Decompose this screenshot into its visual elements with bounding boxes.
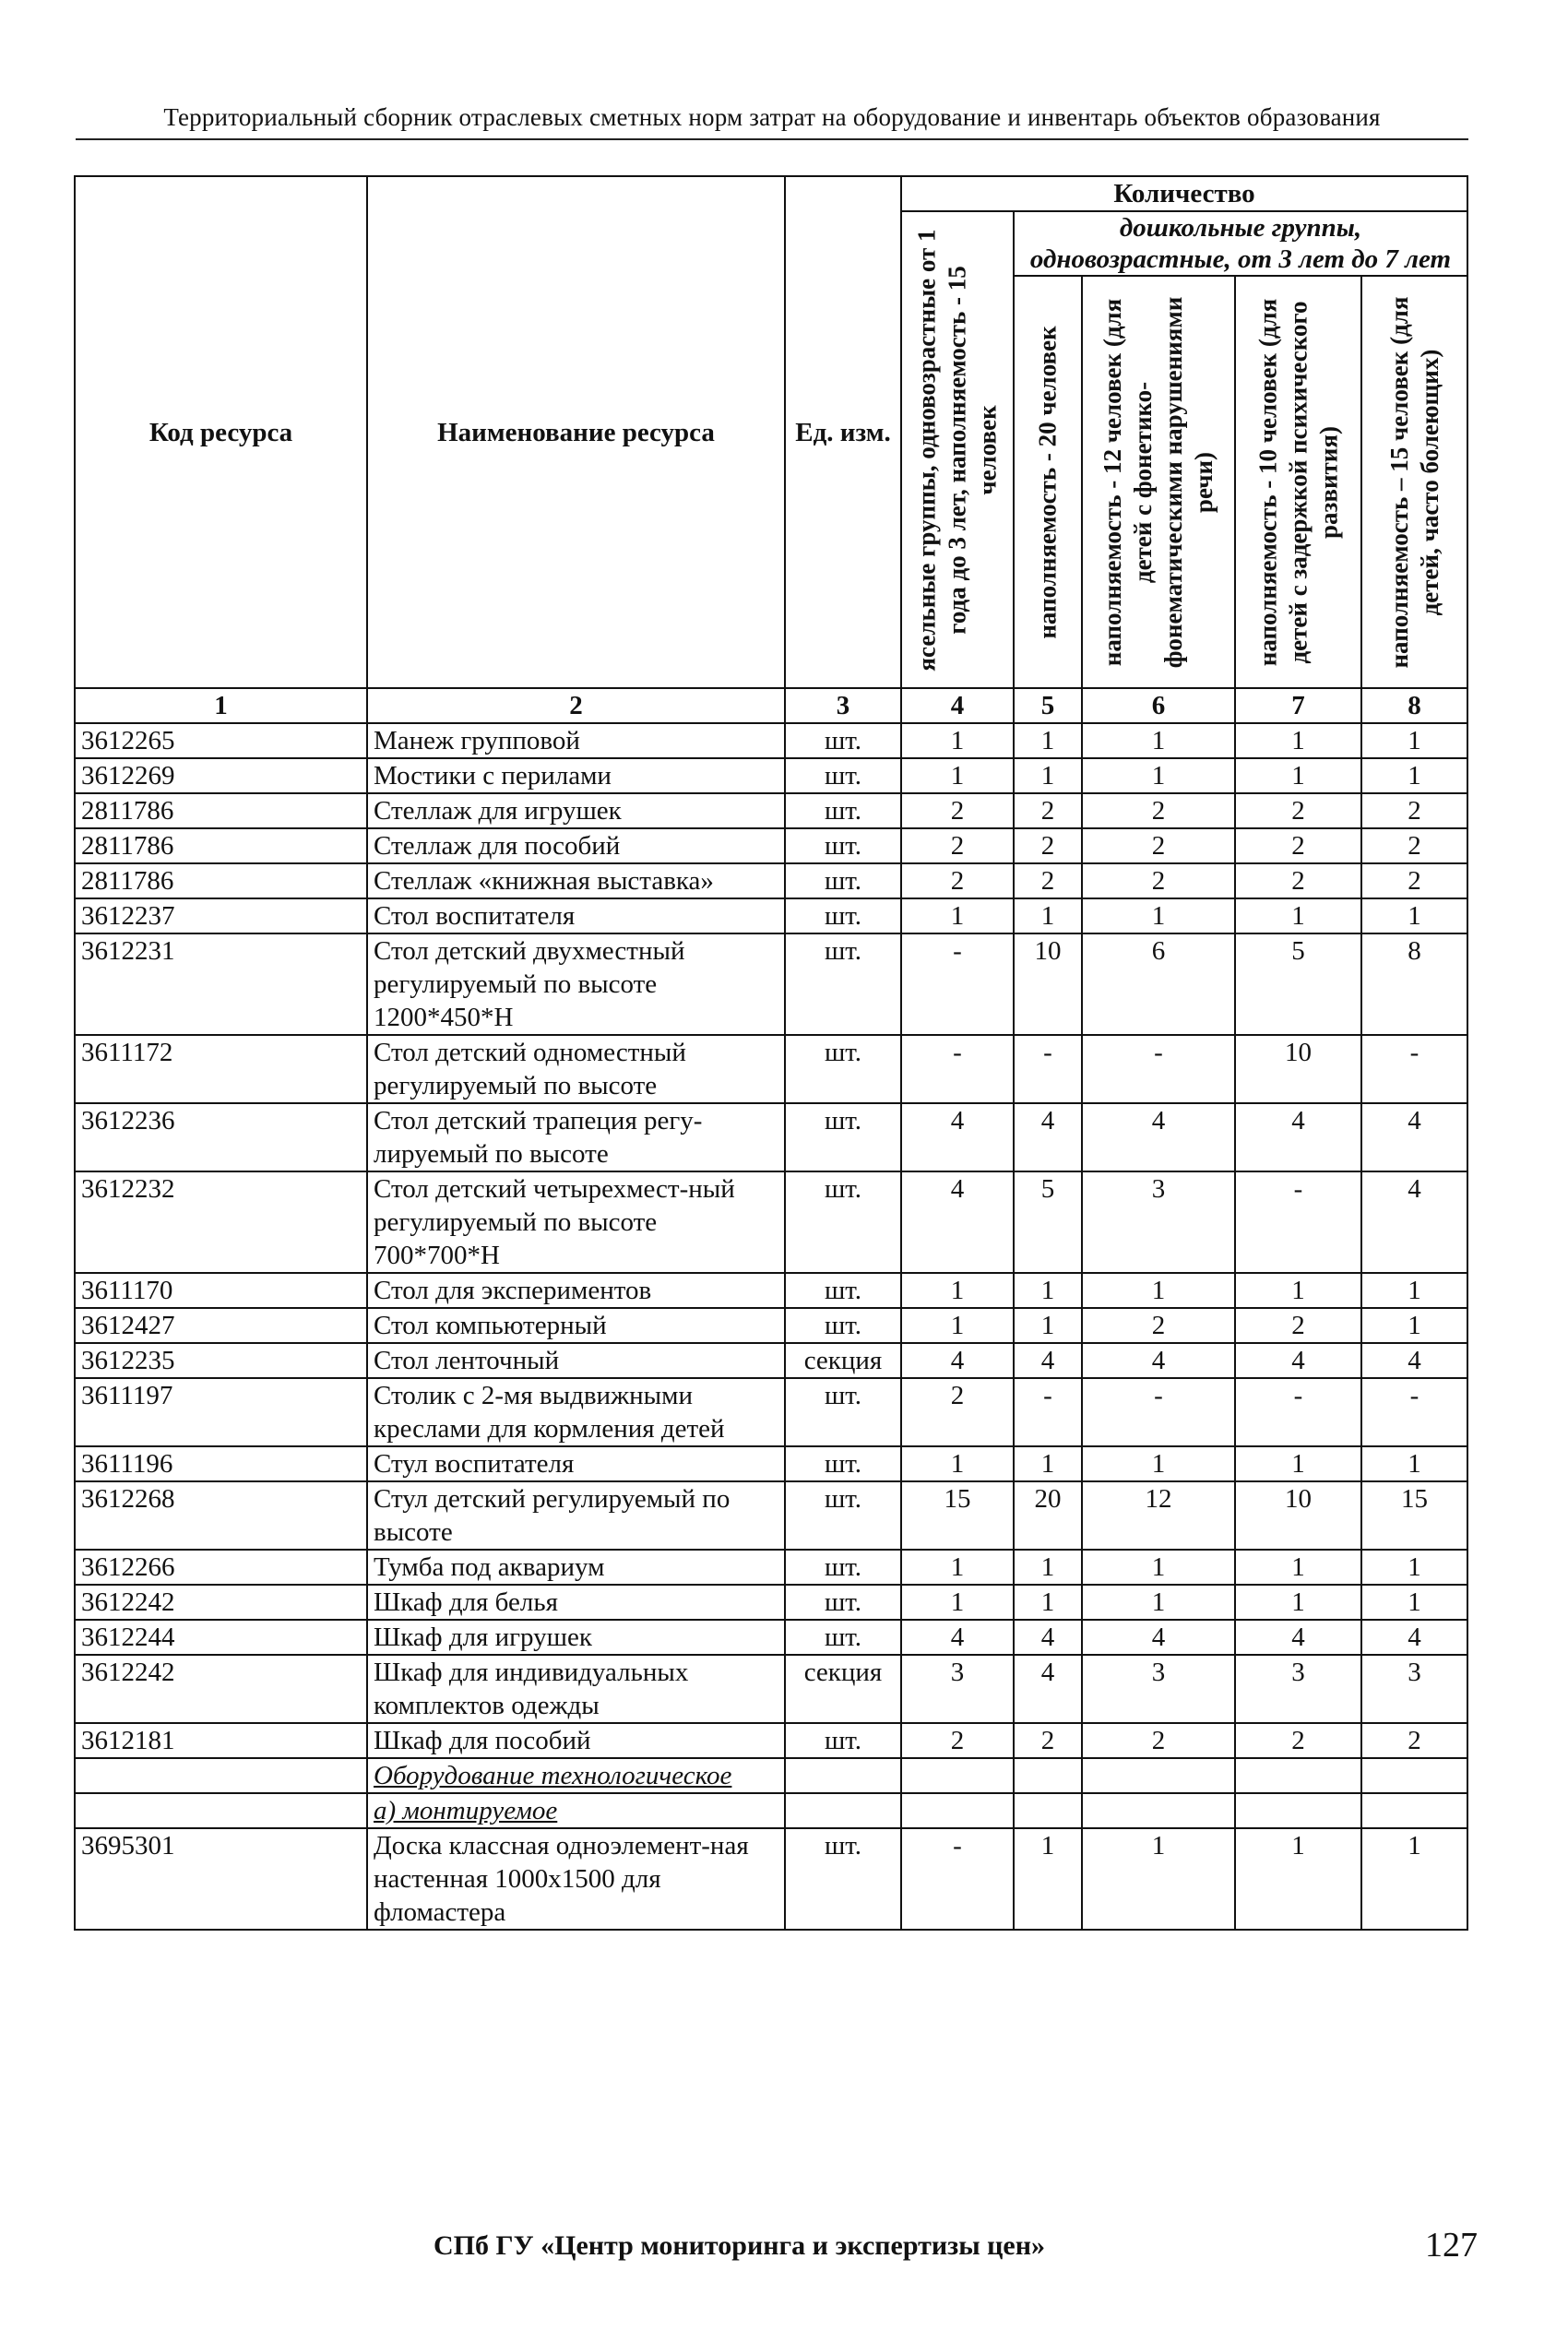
- quantity-value: -: [1361, 1378, 1467, 1446]
- resource-unit: шт.: [785, 1171, 901, 1273]
- section-title: Оборудование технологическое: [367, 1758, 785, 1793]
- resource-name: Шкаф для пособий: [367, 1723, 785, 1758]
- header-col4-text: ясельные группы, одновозрастные от 1 года до 3 лет, наполняемость - 15 человек: [912, 228, 1002, 672]
- quantity-value: 10: [1014, 933, 1082, 1035]
- resource-unit: шт.: [785, 933, 901, 1035]
- table-row: [75, 1171, 1467, 1273]
- resource-code: 2811786: [75, 863, 367, 898]
- table-row: [75, 793, 1467, 828]
- quantity-value: 1: [1361, 723, 1467, 758]
- resource-code: 3612231: [75, 933, 367, 1035]
- quantity-value: 1: [901, 898, 1014, 933]
- resource-code: 3612242: [75, 1585, 367, 1620]
- resource-unit: шт.: [785, 1035, 901, 1103]
- header-code: Код ресурса: [75, 176, 367, 688]
- quantity-value: 1: [1235, 1273, 1361, 1308]
- empty-cell: [1361, 1793, 1467, 1828]
- header-col7-text: наполняемость - 10 человек (для детей с задержкой психического развития): [1253, 298, 1342, 666]
- empty-cell: [1361, 1758, 1467, 1793]
- quantity-value: 2: [1235, 863, 1361, 898]
- empty-cell: [1082, 1758, 1235, 1793]
- quantity-value: 2: [901, 863, 1014, 898]
- empty-cell: [1014, 1758, 1082, 1793]
- quantity-value: 4: [1014, 1103, 1082, 1171]
- column-number: 2: [367, 688, 785, 723]
- quantity-value: 2: [1235, 1723, 1361, 1758]
- quantity-value: 2: [901, 1378, 1014, 1446]
- quantity-value: 1: [1082, 1273, 1235, 1308]
- quantity-value: 4: [1235, 1620, 1361, 1655]
- quantity-value: 2: [901, 828, 1014, 863]
- resource-unit: шт.: [785, 828, 901, 863]
- quantity-value: 1: [1014, 1308, 1082, 1343]
- page-number: 127: [1425, 2226, 1478, 2265]
- quantity-value: 1: [1235, 758, 1361, 793]
- quantity-value: -: [1235, 1378, 1361, 1446]
- resource-table: [74, 175, 1468, 1931]
- empty-cell: [75, 1758, 367, 1793]
- quantity-value: 1: [901, 758, 1014, 793]
- header-col5-text: наполняемость - 20 человек: [1033, 325, 1062, 639]
- resource-name: Шкаф для индивидуальных комплектов одежды: [367, 1655, 785, 1723]
- quantity-value: 4: [1082, 1620, 1235, 1655]
- header-col6: [1082, 276, 1235, 688]
- resource-unit: шт.: [785, 1446, 901, 1481]
- resource-code: 3612269: [75, 758, 367, 793]
- header-col6-text: наполняемость - 12 человек (для детей с фонетико-фонематическими нарушениями речи): [1099, 296, 1218, 668]
- quantity-value: 1: [901, 1550, 1014, 1585]
- resource-name: Тумба под аквариум: [367, 1550, 785, 1585]
- page-footer: СПб ГУ «Центр мониторинга и экспертизы цен»: [434, 2230, 1046, 2261]
- quantity-value: 4: [901, 1103, 1014, 1171]
- resource-unit: секция: [785, 1343, 901, 1378]
- quantity-value: -: [901, 1828, 1014, 1930]
- quantity-value: 1: [1014, 723, 1082, 758]
- table-row: [75, 1620, 1467, 1655]
- header-col8: [1361, 276, 1467, 688]
- resource-unit: шт.: [785, 1723, 901, 1758]
- resource-unit: шт.: [785, 863, 901, 898]
- column-number: 1: [75, 688, 367, 723]
- table-row: [75, 1481, 1467, 1550]
- quantity-value: 2: [1082, 1308, 1235, 1343]
- quantity-value: 3: [1361, 1655, 1467, 1723]
- quantity-value: 2: [1361, 828, 1467, 863]
- header-preschool-groups: дошкольные группы, одновозрастные, от 3 лет до 7 лет: [1014, 211, 1467, 276]
- quantity-value: 2: [1014, 793, 1082, 828]
- quantity-value: 4: [1014, 1620, 1082, 1655]
- resource-code: 3612242: [75, 1655, 367, 1723]
- quantity-value: 2: [901, 793, 1014, 828]
- empty-cell: [75, 1793, 367, 1828]
- resource-unit: шт.: [785, 1481, 901, 1550]
- quantity-value: 15: [1361, 1481, 1467, 1550]
- resource-name: Стол компьютерный: [367, 1308, 785, 1343]
- column-number: 3: [785, 688, 901, 723]
- table-row: [75, 1446, 1467, 1481]
- resource-unit: шт.: [785, 1828, 901, 1930]
- section-row: [75, 1793, 1467, 1828]
- quantity-value: 2: [1235, 1308, 1361, 1343]
- resource-unit: шт.: [785, 1273, 901, 1308]
- quantity-value: 3: [901, 1655, 1014, 1723]
- quantity-value: 1: [1361, 758, 1467, 793]
- header-rule: [76, 138, 1468, 140]
- empty-cell: [901, 1793, 1014, 1828]
- quantity-value: 1: [1235, 1585, 1361, 1620]
- quantity-value: 4: [1235, 1103, 1361, 1171]
- quantity-value: 2: [1361, 1723, 1467, 1758]
- resource-unit: шт.: [785, 898, 901, 933]
- table-row: [75, 933, 1467, 1035]
- quantity-value: 4: [901, 1343, 1014, 1378]
- table-row: [75, 1273, 1467, 1308]
- quantity-value: 10: [1235, 1481, 1361, 1550]
- quantity-value: 4: [1014, 1343, 1082, 1378]
- quantity-value: 6: [1082, 933, 1235, 1035]
- table-body: [75, 723, 1467, 1930]
- quantity-value: 1: [1014, 1585, 1082, 1620]
- quantity-value: 10: [1235, 1035, 1361, 1103]
- quantity-value: 1: [1235, 1828, 1361, 1930]
- quantity-value: 1: [1235, 1550, 1361, 1585]
- empty-cell: [785, 1793, 901, 1828]
- column-number-row: [75, 688, 1467, 723]
- resource-unit: шт.: [785, 1585, 901, 1620]
- quantity-value: 2: [1235, 828, 1361, 863]
- resource-unit: шт.: [785, 1550, 901, 1585]
- table-row: [75, 1828, 1467, 1930]
- table-row: [75, 863, 1467, 898]
- quantity-value: 1: [901, 1446, 1014, 1481]
- resource-name: Шкаф для белья: [367, 1585, 785, 1620]
- quantity-value: 1: [1361, 898, 1467, 933]
- resource-code: 3612237: [75, 898, 367, 933]
- quantity-value: 2: [1082, 793, 1235, 828]
- quantity-value: 1: [1361, 1550, 1467, 1585]
- table-row: [75, 1308, 1467, 1343]
- table-row: [75, 1655, 1467, 1723]
- quantity-value: 4: [1014, 1655, 1082, 1723]
- table-row: [75, 758, 1467, 793]
- quantity-value: 4: [1235, 1343, 1361, 1378]
- quantity-value: 1: [1082, 1550, 1235, 1585]
- quantity-value: 1: [1235, 1446, 1361, 1481]
- resource-code: 3612427: [75, 1308, 367, 1343]
- quantity-value: 4: [901, 1620, 1014, 1655]
- table-row: [75, 828, 1467, 863]
- table-row: [75, 723, 1467, 758]
- quantity-value: 1: [1014, 1446, 1082, 1481]
- resource-name: Шкаф для игрушек: [367, 1620, 785, 1655]
- quantity-value: 3: [1082, 1171, 1235, 1273]
- resource-name: Стул воспитателя: [367, 1446, 785, 1481]
- table-row: [75, 1103, 1467, 1171]
- resource-name: Стеллаж для игрушек: [367, 793, 785, 828]
- quantity-value: -: [1235, 1171, 1361, 1273]
- quantity-value: 1: [1014, 1550, 1082, 1585]
- resource-code: 2811786: [75, 828, 367, 863]
- quantity-value: -: [1014, 1378, 1082, 1446]
- quantity-value: 1: [1082, 898, 1235, 933]
- quantity-value: 20: [1014, 1481, 1082, 1550]
- quantity-value: 1: [1082, 723, 1235, 758]
- quantity-value: 12: [1082, 1481, 1235, 1550]
- resource-unit: шт.: [785, 1103, 901, 1171]
- quantity-value: 5: [1235, 933, 1361, 1035]
- quantity-value: 2: [1361, 793, 1467, 828]
- resource-code: 3611197: [75, 1378, 367, 1446]
- empty-cell: [1082, 1793, 1235, 1828]
- resource-name: Стол ленточный: [367, 1343, 785, 1378]
- quantity-value: 1: [1082, 1828, 1235, 1930]
- section-row: [75, 1758, 1467, 1793]
- quantity-value: 1: [1014, 898, 1082, 933]
- table-row: [75, 1723, 1467, 1758]
- quantity-value: 2: [1014, 1723, 1082, 1758]
- resource-code: 3612235: [75, 1343, 367, 1378]
- resource-code: 3695301: [75, 1828, 367, 1930]
- quantity-value: 1: [901, 1273, 1014, 1308]
- table-row: [75, 1585, 1467, 1620]
- resource-code: 3612181: [75, 1723, 367, 1758]
- resource-unit: шт.: [785, 1620, 901, 1655]
- quantity-value: 3: [1082, 1655, 1235, 1723]
- quantity-value: 8: [1361, 933, 1467, 1035]
- quantity-value: -: [1082, 1378, 1235, 1446]
- quantity-value: 2: [1082, 863, 1235, 898]
- quantity-value: 3: [1235, 1655, 1361, 1723]
- quantity-value: 2: [1014, 828, 1082, 863]
- quantity-value: 2: [1235, 793, 1361, 828]
- empty-cell: [1014, 1793, 1082, 1828]
- resource-name: Стул детский регулируемый по высоте: [367, 1481, 785, 1550]
- column-number: 4: [901, 688, 1014, 723]
- resource-name: Стол детский трапеция регу-лируемый по высоте: [367, 1103, 785, 1171]
- table-row: [75, 898, 1467, 933]
- quantity-value: 1: [1361, 1446, 1467, 1481]
- resource-unit: шт.: [785, 1378, 901, 1446]
- header-unit: Ед. изм.: [785, 176, 901, 688]
- quantity-value: 2: [1014, 863, 1082, 898]
- resource-name: Доска классная одноэлемент-ная настенная 1000х1500 для фломастера: [367, 1828, 785, 1930]
- quantity-value: 1: [1014, 758, 1082, 793]
- quantity-value: 2: [901, 1723, 1014, 1758]
- table-row: [75, 1035, 1467, 1103]
- quantity-value: 1: [1014, 1828, 1082, 1930]
- quantity-value: 2: [1361, 863, 1467, 898]
- empty-cell: [1235, 1793, 1361, 1828]
- empty-cell: [1235, 1758, 1361, 1793]
- resource-code: 2811786: [75, 793, 367, 828]
- header-quantity: Количество: [901, 176, 1467, 211]
- resource-name: Стол детский четырехмест-ный регулируемый по высоте 700*700*Н: [367, 1171, 785, 1273]
- quantity-value: -: [1361, 1035, 1467, 1103]
- header-col7: [1235, 276, 1361, 688]
- resource-unit: шт.: [785, 1308, 901, 1343]
- resource-code: 3612265: [75, 723, 367, 758]
- header-col5: [1014, 276, 1082, 688]
- quantity-value: 4: [1361, 1103, 1467, 1171]
- subsection-title: а) монтируемое: [367, 1793, 785, 1828]
- quantity-value: 4: [901, 1171, 1014, 1273]
- resource-name: Стол воспитателя: [367, 898, 785, 933]
- quantity-value: -: [1014, 1035, 1082, 1103]
- resource-name: Мостики с перилами: [367, 758, 785, 793]
- resource-code: 3612268: [75, 1481, 367, 1550]
- quantity-value: 1: [901, 1308, 1014, 1343]
- quantity-value: 2: [1082, 1723, 1235, 1758]
- resource-name: Стол детский одноместный регулируемый по высоте: [367, 1035, 785, 1103]
- column-number: 6: [1082, 688, 1235, 723]
- column-number: 5: [1014, 688, 1082, 723]
- quantity-value: 1: [1361, 1273, 1467, 1308]
- empty-cell: [901, 1758, 1014, 1793]
- quantity-value: -: [1082, 1035, 1235, 1103]
- quantity-value: 1: [1235, 723, 1361, 758]
- quantity-value: 4: [1082, 1343, 1235, 1378]
- header-col4: [901, 211, 1014, 688]
- table-row: [75, 1378, 1467, 1446]
- quantity-value: 4: [1082, 1103, 1235, 1171]
- resource-name: Стол детский двухместный регулируемый по высоте 1200*450*Н: [367, 933, 785, 1035]
- quantity-value: 1: [901, 1585, 1014, 1620]
- table-row: [75, 1550, 1467, 1585]
- resource-code: 3611170: [75, 1273, 367, 1308]
- quantity-value: 1: [1082, 1585, 1235, 1620]
- header-col8-text: наполняемость – 15 человек (для детей, часто болеющих): [1384, 296, 1443, 668]
- resource-code: 3611196: [75, 1446, 367, 1481]
- empty-cell: [785, 1758, 901, 1793]
- quantity-value: 2: [1082, 828, 1235, 863]
- resource-unit: шт.: [785, 723, 901, 758]
- quantity-value: 4: [1361, 1620, 1467, 1655]
- resource-code: 3612236: [75, 1103, 367, 1171]
- quantity-value: 4: [1361, 1171, 1467, 1273]
- resource-code: 3612232: [75, 1171, 367, 1273]
- quantity-value: 1: [1361, 1308, 1467, 1343]
- quantity-value: 1: [901, 723, 1014, 758]
- resource-code: 3612244: [75, 1620, 367, 1655]
- column-number: 8: [1361, 688, 1467, 723]
- resource-name: Стол для экспериментов: [367, 1273, 785, 1308]
- quantity-value: -: [901, 1035, 1014, 1103]
- resource-code: 3612266: [75, 1550, 367, 1585]
- quantity-value: 1: [1361, 1828, 1467, 1930]
- quantity-value: -: [901, 933, 1014, 1035]
- resource-name: Стеллаж для пособий: [367, 828, 785, 863]
- resource-unit: секция: [785, 1655, 901, 1723]
- resource-unit: шт.: [785, 793, 901, 828]
- quantity-value: 1: [1361, 1585, 1467, 1620]
- page-header: Территориальный сборник отраслевых сметных норм затрат на оборудование и инвентарь объектов образования: [163, 103, 1381, 131]
- resource-name: Стеллаж «книжная выставка»: [367, 863, 785, 898]
- quantity-value: 1: [1082, 1446, 1235, 1481]
- quantity-value: 1: [1014, 1273, 1082, 1308]
- quantity-value: 4: [1361, 1343, 1467, 1378]
- quantity-value: 5: [1014, 1171, 1082, 1273]
- resource-unit: шт.: [785, 758, 901, 793]
- resource-name: Манеж групповой: [367, 723, 785, 758]
- header-name: Наименование ресурса: [367, 176, 785, 688]
- quantity-value: 1: [1082, 758, 1235, 793]
- resource-name: Столик с 2-мя выдвижными креслами для кормления детей: [367, 1378, 785, 1446]
- table-row: [75, 1343, 1467, 1378]
- column-number: 7: [1235, 688, 1361, 723]
- quantity-value: 1: [1235, 898, 1361, 933]
- quantity-value: 15: [901, 1481, 1014, 1550]
- resource-code: 3611172: [75, 1035, 367, 1103]
